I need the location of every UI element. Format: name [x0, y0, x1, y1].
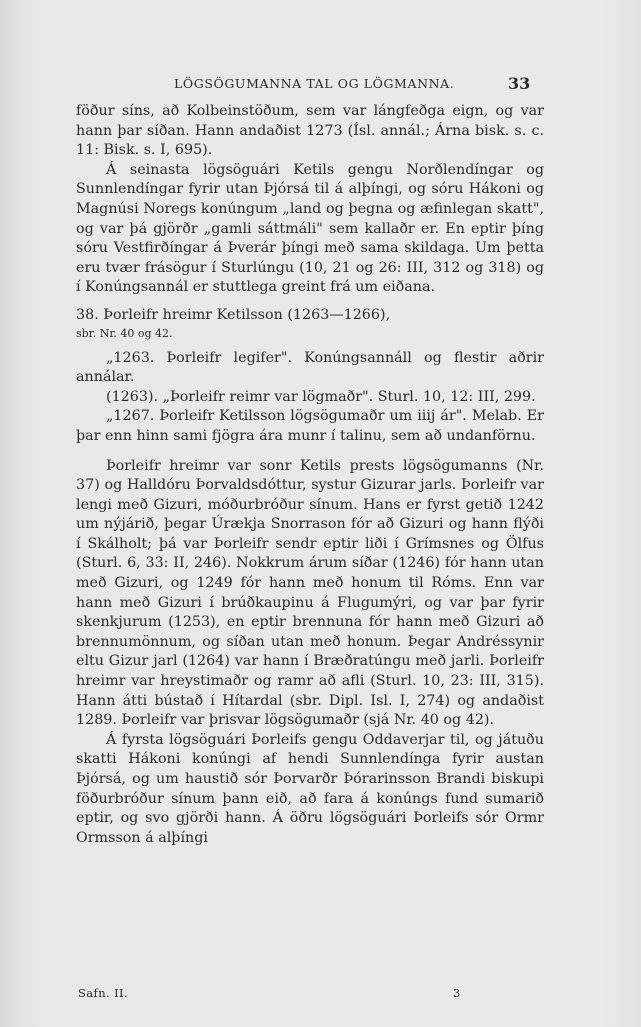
running-title: LÖGSÖGUMANNA TAL OG LÖGMANNA. [174, 76, 455, 91]
paragraph-biography: Þorleifr hreimr var sonr Ketils prests lögsögumanns (Nr. 37) og Halldóru Þorvaldsdóttur, systur Gizurar jarls. Þorleifr var lengi með Gizuri, móðurbróður sínum. Hans er fyrst getið 1242 um nýjárið, þegar Úrækja Snorrason fór að Gizuri og hann flýði í Skálholt; þá var Þorleifr sendr eptir liði í Grímsnes og Ölfus (Sturl. 6, 33: II, 246). Nokkrum árum síðar (1246) fór hann utan með Gizuri, og 1249 fór hann með honum til Róms. Enn var hann með Gizuri í brúðkaupinu á Flugumýri, og var þar fyrir skenkjurum (1253), en eptir brennuna fór hann með Gizuri að brennumönnum, og síðan utan með honum. Þegar Andréssynir eltu Gizur jarl (1264) var hann í Bræðratúngu með jarli. Þorleifr hreimr var hreystimaðr og ramr að afli (Sturl. 10, 23: III, 315). Hann átti bústað í Hítardal (sbr. Dipl. Isl. I, 274) og andaðist 1289. Þorleifr var þrisvar lögsögumaðr (sjá Nr. 40 og 42). [76, 457, 544, 729]
section-heading: 38. Þorleifr hreimr Ketilsson (1263—1266), [76, 306, 391, 323]
signature-mark: Safn. II. [78, 986, 129, 1000]
paragraph-first-term: Á fyrsta lögsöguári Þorleifs gengu Oddaverjar til, og játuðu skatti Hákoni konúngi af hendi Sunnlendínga fyrir austan Þjórsá, og um haustið sór Þorvarðr Þórarinsson Brandi biskupi föðurbróður sínum þann eið, að fara á konúngs fund sumarið eptir, og svo gjörði hann. Á öðru lögsöguári Þorleifs sór Ormr Ormsson á alþíngi [76, 731, 544, 846]
page-number: 33 [508, 74, 531, 93]
running-header [0, 74, 641, 96]
page-footer [76, 986, 544, 1004]
source-quote-3: „1267. Þorleifr Ketilsson lögsögumaðr um iiij ár". Melab. Er þar enn hinn sami fjögra ára munr í talinu, sem að undanförnu. [76, 408, 544, 444]
paragraph-ketils-term: Á seinasta lögsöguári Ketils gengu Norðlendíngar og Sunnlendíngar fyrir utan Þjórsá til á alþíngi, og sóru Hákoni og Magnúsi Noregs konúngum „land og þegna og æfinlegan skatt", og var þá gjörðr „gamli sáttmáli" sem kallaðr er. En eptir þíng sóru Vestfirðíngar á Þverár þíngi með sama skildaga. Um þetta eru tvær frásögur í Sturlúngu (10, 21 og 26: III, 312 og 318) og í Konúngsannál er stuttlega greint frá um eiðana. [76, 161, 544, 296]
sheet-number: 3 [453, 986, 461, 1000]
section-crossref: sbr. Nr. 40 og 42. [76, 326, 173, 340]
paragraph-continuation: föður síns, að Kolbeinstöðum, sem var lángfeðga eign, og var hann þar síðan. Hann andaðist 1273 (Ísl. annál.; Árna bisk. s. c. 11: Bisk. s. I, 695). [76, 103, 544, 159]
source-quote-2: (1263). „Þorleifr reimr var lögmaðr". Sturl. 10, 12: III, 299. [106, 388, 536, 405]
source-quote-1: „1263. Þorleifr legifer". Konúngsannáll og flestir aðrir annálar. [76, 349, 544, 386]
page-body [76, 102, 544, 848]
